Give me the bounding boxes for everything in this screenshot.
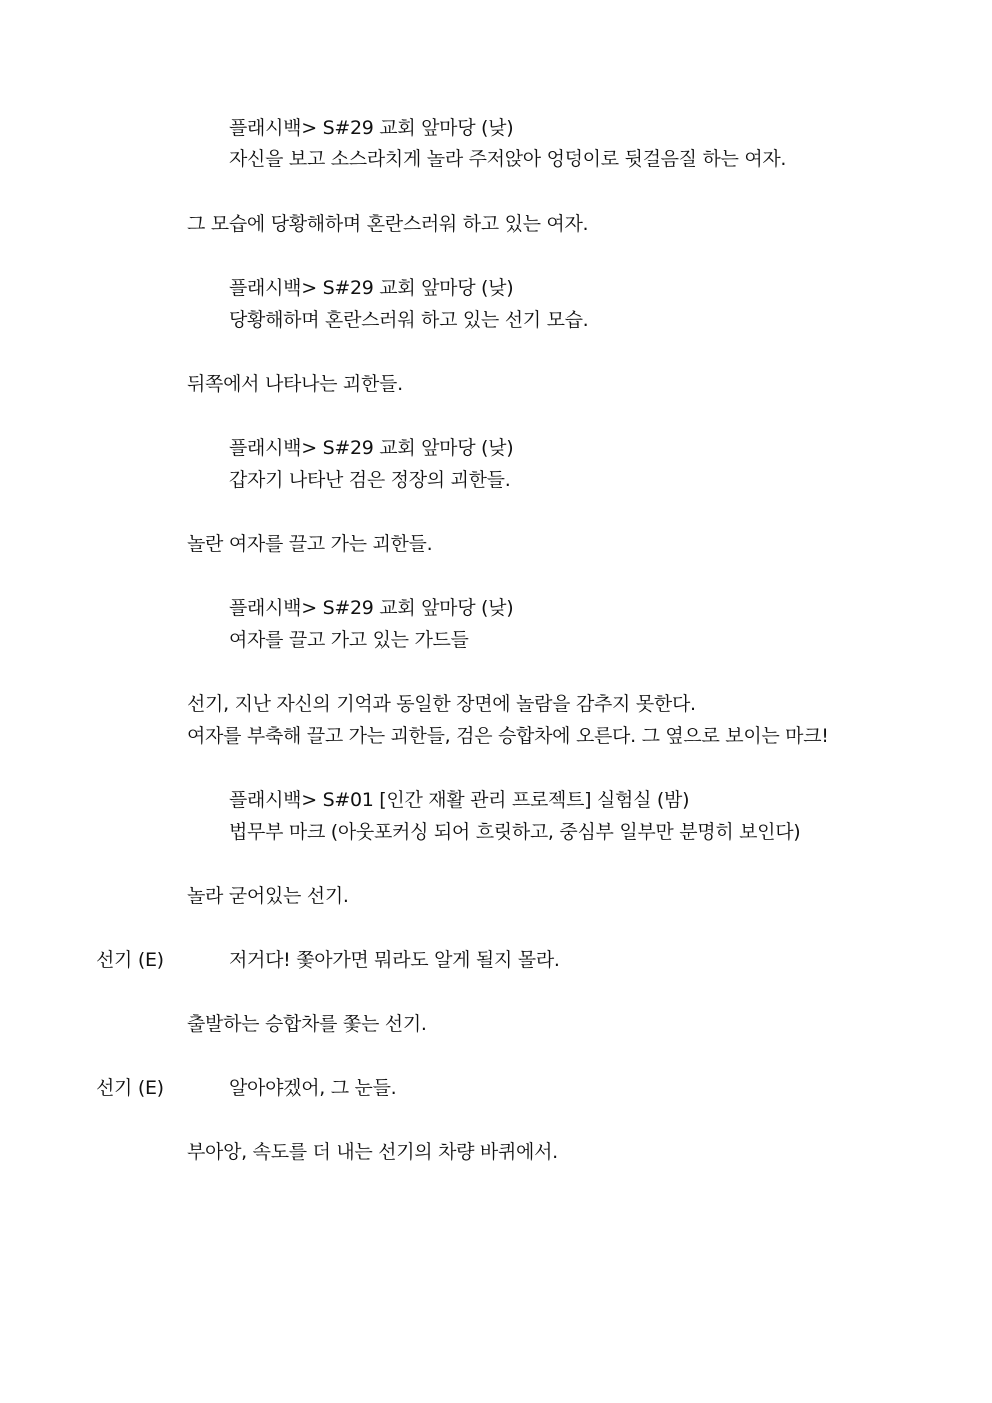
flashback-heading: 플래시백> S#29 교회 앞마당 (낮)	[229, 597, 514, 619]
dialogue-text: 알아야겠어, 그 눈들.	[229, 1077, 397, 1099]
dialogue-speaker: 선기 (E)	[96, 1077, 164, 1099]
action-line: 선기, 지난 자신의 기억과 동일한 장면에 놀람을 감추지 못한다.	[187, 693, 696, 715]
dialogue-speaker: 선기 (E)	[96, 949, 164, 971]
dialogue-text: 저거다! 쫓아가면 뭐라도 알게 될지 몰라.	[229, 949, 560, 971]
action-line: 놀라 굳어있는 선기.	[187, 885, 349, 907]
flashback-heading: 플래시백> S#29 교회 앞마당 (낮)	[229, 277, 514, 299]
flashback-heading: 플래시백> S#01 [인간 재활 관리 프로젝트] 실험실 (밤)	[229, 789, 690, 811]
action-line: 여자를 부축해 끌고 가는 괴한들, 검은 승합차에 오른다. 그 옆으로 보이는 마크!	[187, 725, 829, 747]
flashback-description: 당황해하며 혼란스러워 하고 있는 선기 모습.	[229, 309, 589, 331]
flashback-description: 법무부 마크 (아웃포커싱 되어 흐릿하고, 중심부 일부만 분명히 보인다)	[229, 821, 801, 843]
flashback-description: 여자를 끌고 가고 있는 가드들	[229, 629, 469, 651]
flashback-description: 자신을 보고 소스라치게 놀라 주저앉아 엉덩이로 뒷걸음질 하는 여자.	[229, 148, 787, 170]
action-line: 부아앙, 속도를 더 내는 선기의 차량 바퀴에서.	[187, 1141, 558, 1163]
action-line: 출발하는 승합차를 쫓는 선기.	[187, 1013, 427, 1035]
action-line: 놀란 여자를 끌고 가는 괴한들.	[187, 533, 433, 555]
action-line: 뒤쪽에서 나타나는 괴한들.	[187, 373, 403, 395]
action-line: 그 모습에 당황해하며 혼란스러워 하고 있는 여자.	[187, 213, 589, 235]
flashback-heading: 플래시백> S#29 교회 앞마당 (낮)	[229, 437, 514, 459]
flashback-description: 갑자기 나타난 검은 정장의 괴한들.	[229, 469, 511, 491]
flashback-heading: 플래시백> S#29 교회 앞마당 (낮)	[229, 117, 514, 139]
